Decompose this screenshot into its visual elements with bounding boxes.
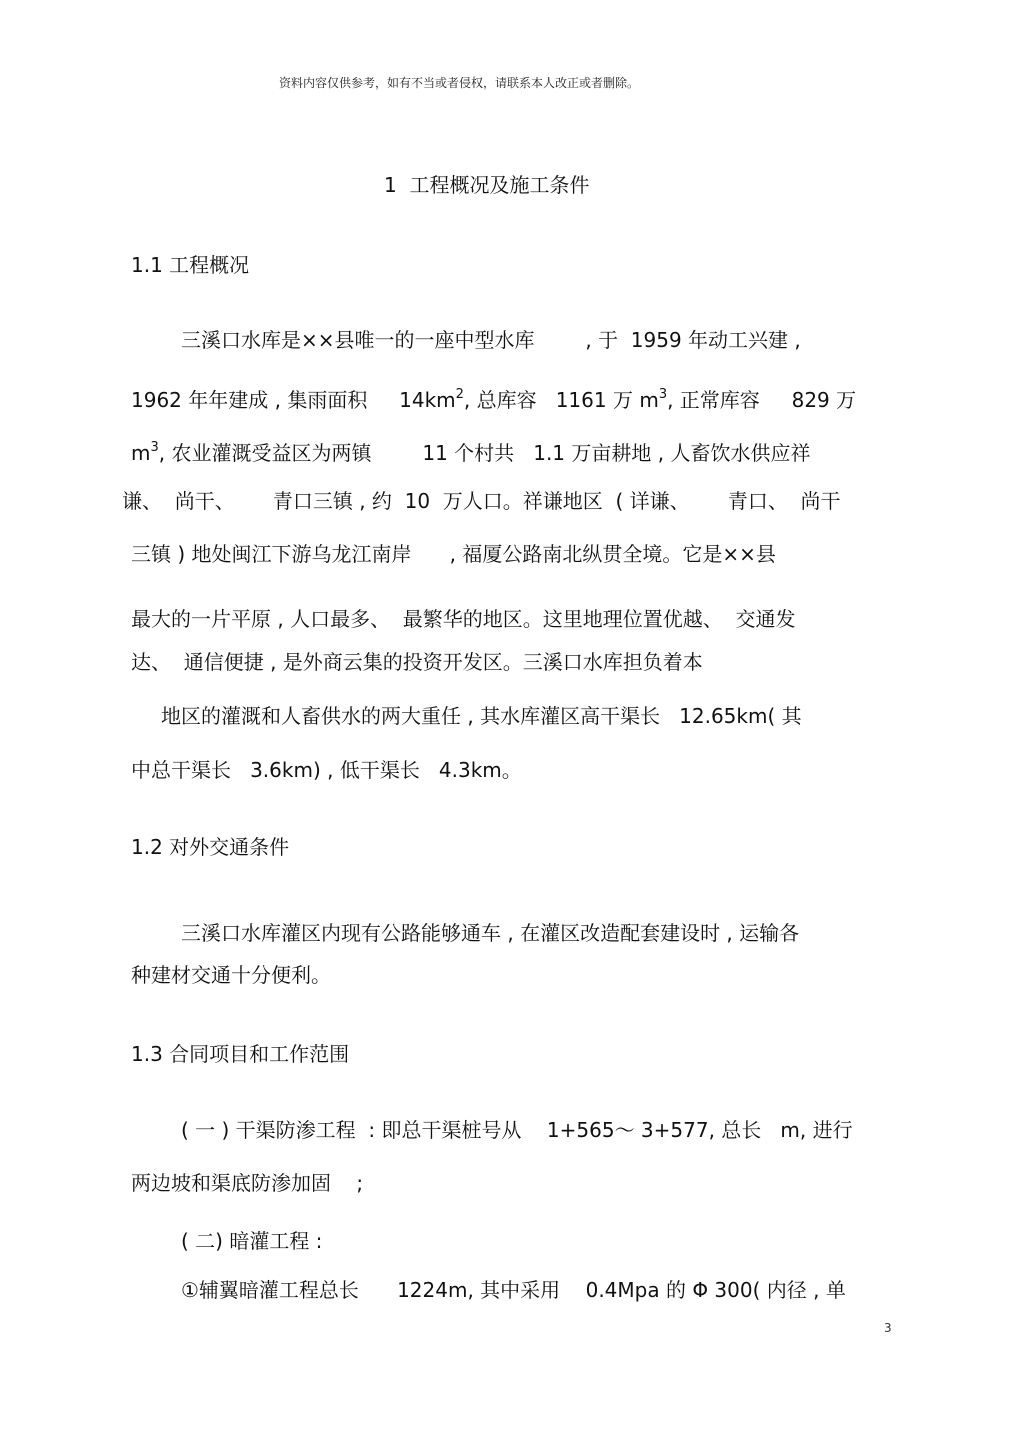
paragraph-line: 种建材交通十分便利。	[131, 963, 331, 987]
text-run: 1962 年年建成 , 集雨面积 14km	[131, 388, 456, 412]
paragraph-line: ①辅翼暗灌工程总长 1224m, 其中采用 0.4Mpa 的 Φ 300( 内径 , 单	[181, 1278, 846, 1302]
paragraph-line: 达、 通信便捷 , 是外商云集的投资开发区。三溪口水库担负着本	[131, 650, 703, 674]
text-run: m	[131, 441, 151, 465]
paragraph-line: 三溪口水库是××县唯一的一座中型水库 , 于 1959 年动工兴建 ,	[181, 328, 801, 352]
paragraph-line: 谦、 尚干、 青口三镇 , 约 10 万人口。祥谦地区 ( 详谦、 青口、 尚干	[122, 489, 841, 513]
section-heading-1-2: 1.2 对外交通条件	[131, 835, 290, 859]
paragraph-line: 地区的灌溉和人畜供水的两大重任 , 其水库灌区高干渠长 12.65km( 其	[161, 704, 802, 728]
copyright-notice: 资料内容仅供参考，如有不当或者侵权，请联系本人改正或者删除。	[279, 76, 640, 90]
section-heading-1-3: 1.3 合同项目和工作范围	[131, 1042, 350, 1066]
paragraph-line: 三镇 ) 地处闽江下游乌龙江南岸 , 福厦公路南北纵贯全境。它是××县	[131, 542, 776, 566]
paragraph-line: ( 一 ) 干渠防渗工程 : 即总干渠桩号从 1+565～ 3+577, 总长 m, 进行	[181, 1118, 853, 1142]
text-run: , 正常库容 829 万	[667, 388, 857, 412]
page-title: 1 工程概况及施工条件	[384, 173, 590, 197]
paragraph-line	[131, 387, 857, 412]
paragraph-line: 两边坡和渠底防渗加固 ;	[131, 1171, 364, 1195]
section-heading-1-1: 1.1 工程概况	[131, 253, 250, 277]
superscript: 2	[455, 387, 464, 402]
paragraph-line: 最大的一片平原 , 人口最多、 最繁华的地区。这里地理位置优越、 交通发	[131, 607, 796, 631]
paragraph-line: ( 二) 暗灌工程 :	[181, 1229, 323, 1253]
text-run: , 总库容 1161 万 m	[463, 388, 659, 412]
paragraph-line: 中总干渠长 3.6km) , 低干渠长 4.3km。	[131, 758, 522, 782]
text-run: , 农业灌溉受益区为两镇 11 个村共 1.1 万亩耕地 , 人畜饮水供应祥	[158, 441, 811, 465]
paragraph-line: 三溪口水库灌区内现有公路能够通车 , 在灌区改造配套建设时 , 运输各	[181, 921, 800, 945]
paragraph-line	[131, 440, 811, 465]
page-number: 3	[884, 1321, 892, 1335]
superscript: 3	[658, 387, 668, 402]
superscript: 3	[150, 440, 159, 455]
